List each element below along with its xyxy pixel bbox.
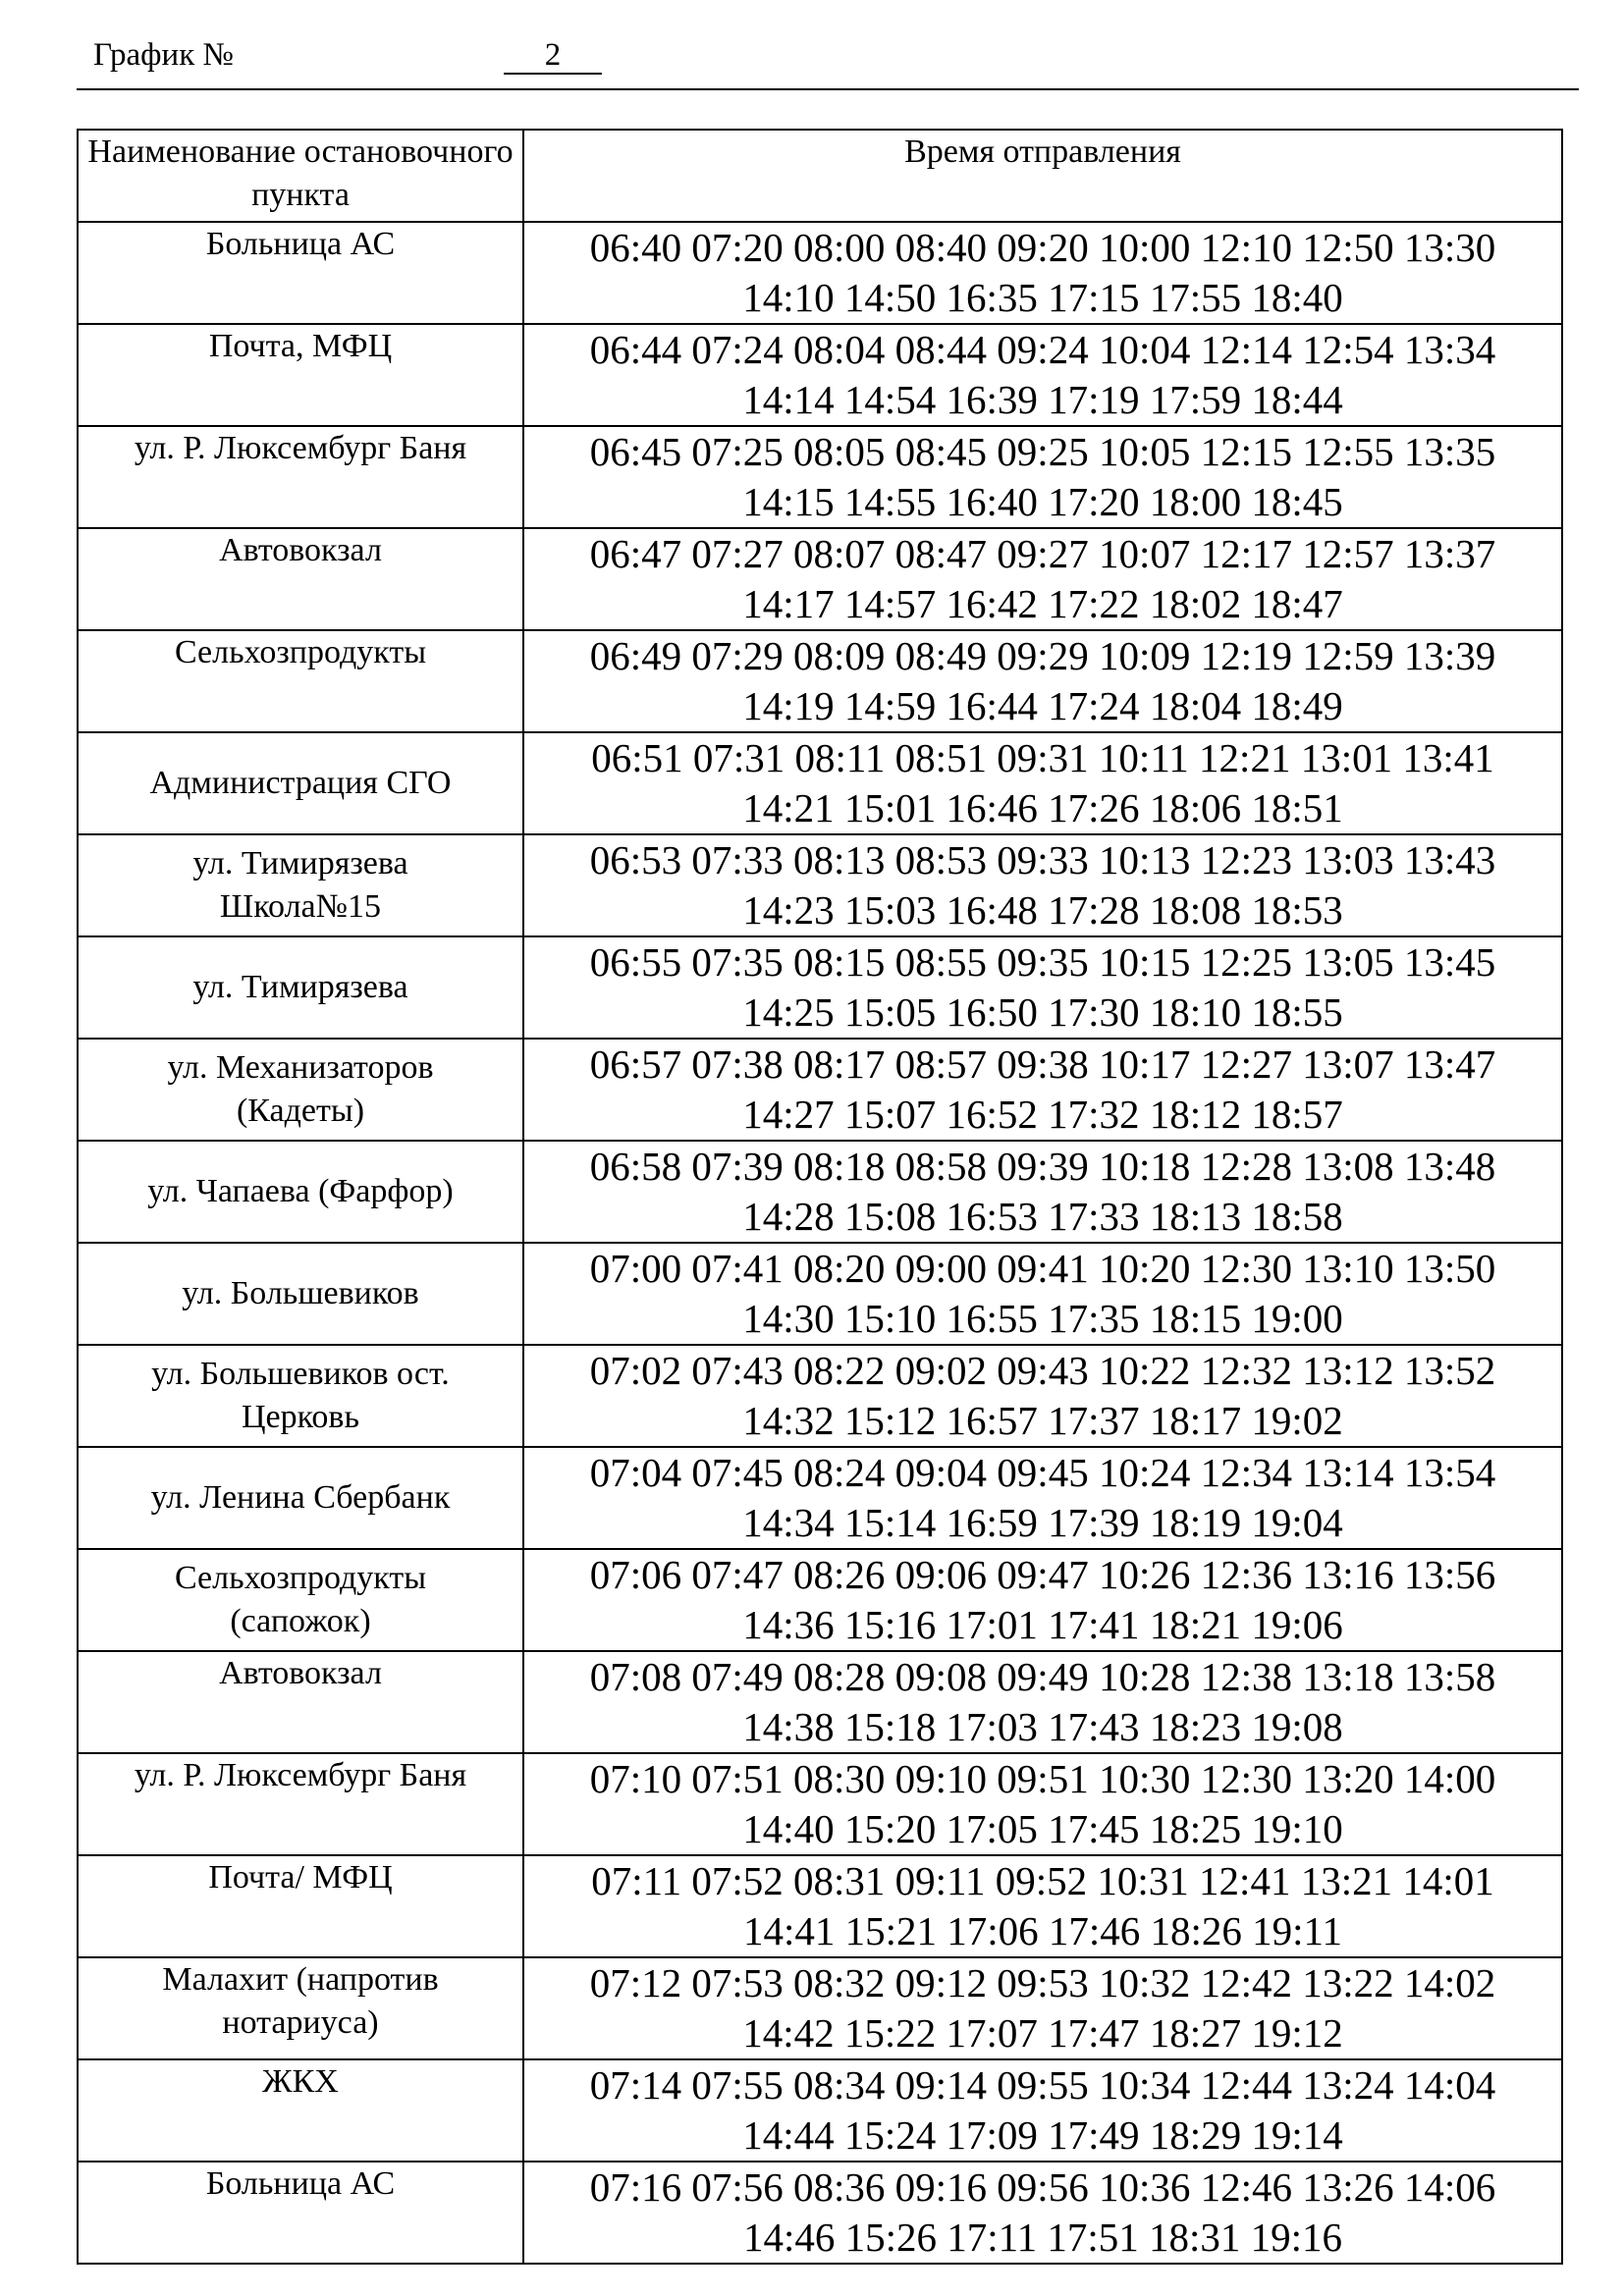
departure-times-cell: 07:14 07:55 08:34 09:14 09:55 10:34 12:44 13:24 14:04 14:44 15:24 17:09 17:49 18:29 19:14 — [523, 2059, 1562, 2162]
table-row — [78, 426, 1562, 528]
schedule-body — [78, 222, 1562, 2264]
stop-name-cell: ул. Большевиков ост. Церковь — [78, 1345, 523, 1447]
departure-times-cell: 07:16 07:56 08:36 09:16 09:56 10:36 12:46 13:26 14:06 14:46 15:26 17:11 17:51 18:31 19:16 — [523, 2162, 1562, 2264]
column-header-stop: Наименование остановочного пункта — [78, 130, 523, 222]
table-row — [78, 1039, 1562, 1141]
schedule-header — [93, 37, 1576, 88]
stop-name-cell: Почта, МФЦ — [78, 324, 523, 426]
stop-name-cell: ул. Механизаторов (Кадеты) — [78, 1039, 523, 1141]
departure-times-cell: 06:51 07:31 08:11 08:51 09:31 10:11 12:21 13:01 13:41 14:21 15:01 16:46 17:26 18:06 18:51 — [523, 732, 1562, 834]
stop-name-cell: ЖКХ — [78, 2059, 523, 2162]
departure-times-cell: 07:06 07:47 08:26 09:06 09:47 10:26 12:36 13:16 13:56 14:36 15:16 17:01 17:41 18:21 19:06 — [523, 1549, 1562, 1651]
stop-name-cell: ул. Тимирязева Школа№15 — [78, 834, 523, 936]
schedule-label: График № — [93, 37, 234, 73]
departure-times-cell: 06:44 07:24 08:04 08:44 09:24 10:04 12:14 12:54 13:34 14:14 14:54 16:39 17:19 17:59 18:44 — [523, 324, 1562, 426]
table-row — [78, 936, 1562, 1039]
departure-times-cell: 06:53 07:33 08:13 08:53 09:33 10:13 12:23 13:03 13:43 14:23 15:03 16:48 17:28 18:08 18:53 — [523, 834, 1562, 936]
stop-name-cell: Малахит (напротив нотариуса) — [78, 1957, 523, 2059]
table-row — [78, 1141, 1562, 1243]
departure-times-cell: 07:12 07:53 08:32 09:12 09:53 10:32 12:42 13:22 14:02 14:42 15:22 17:07 17:47 18:27 19:12 — [523, 1957, 1562, 2059]
table-row — [78, 1345, 1562, 1447]
table-row — [78, 2059, 1562, 2162]
stop-name-cell: Почта/ МФЦ — [78, 1855, 523, 1957]
table-row — [78, 1447, 1562, 1549]
table-row — [78, 1855, 1562, 1957]
table-row — [78, 630, 1562, 732]
stop-name-cell: Больница АС — [78, 2162, 523, 2264]
table-row — [78, 1243, 1562, 1345]
departure-times-cell: 06:40 07:20 08:00 08:40 09:20 10:00 12:10 12:50 13:30 14:10 14:50 16:35 17:15 17:55 18:40 — [523, 222, 1562, 324]
table-header-row — [78, 130, 1562, 222]
stop-name-cell: ул. Р. Люксембург Баня — [78, 426, 523, 528]
stop-name-cell: ул. Тимирязева — [78, 936, 523, 1039]
schedule-number: 2 — [504, 37, 602, 75]
departure-times-cell: 07:10 07:51 08:30 09:10 09:51 10:30 12:30 13:20 14:00 14:40 15:20 17:05 17:45 18:25 19:10 — [523, 1753, 1562, 1855]
table-row — [78, 528, 1562, 630]
departure-times-cell: 07:02 07:43 08:22 09:02 09:43 10:22 12:32 13:12 13:52 14:32 15:12 16:57 17:37 18:17 19:02 — [523, 1345, 1562, 1447]
header-divider — [77, 88, 1579, 90]
departure-times-cell: 06:47 07:27 08:07 08:47 09:27 10:07 12:17 12:57 13:37 14:17 14:57 16:42 17:22 18:02 18:47 — [523, 528, 1562, 630]
table-row — [78, 222, 1562, 324]
table-row — [78, 2162, 1562, 2264]
stop-name-cell: Автовокзал — [78, 528, 523, 630]
table-row — [78, 834, 1562, 936]
table-row — [78, 732, 1562, 834]
departure-times-cell: 07:08 07:49 08:28 09:08 09:49 10:28 12:38 13:18 13:58 14:38 15:18 17:03 17:43 18:23 19:08 — [523, 1651, 1562, 1753]
table-row — [78, 324, 1562, 426]
stop-name-cell: Администрация СГО — [78, 732, 523, 834]
table-row — [78, 1753, 1562, 1855]
stop-name-cell: ул. Большевиков — [78, 1243, 523, 1345]
column-header-departure-time: Время отправления — [523, 130, 1562, 222]
table-row — [78, 1957, 1562, 2059]
departure-times-cell: 06:45 07:25 08:05 08:45 09:25 10:05 12:15 12:55 13:35 14:15 14:55 16:40 17:20 18:00 18:45 — [523, 426, 1562, 528]
stop-name-cell: ул. Ленина Сбербанк — [78, 1447, 523, 1549]
stop-name-cell: Больница АС — [78, 222, 523, 324]
stop-name-cell: Сельхозпродукты — [78, 630, 523, 732]
schedule-table — [77, 129, 1563, 2265]
departure-times-cell: 06:57 07:38 08:17 08:57 09:38 10:17 12:27 13:07 13:47 14:27 15:07 16:52 17:32 18:12 18:57 — [523, 1039, 1562, 1141]
table-row — [78, 1651, 1562, 1753]
departure-times-cell: 06:49 07:29 08:09 08:49 09:29 10:09 12:19 12:59 13:39 14:19 14:59 16:44 17:24 18:04 18:49 — [523, 630, 1562, 732]
departure-times-cell: 06:58 07:39 08:18 08:58 09:39 10:18 12:28 13:08 13:48 14:28 15:08 16:53 17:33 18:13 18:58 — [523, 1141, 1562, 1243]
departure-times-cell: 07:00 07:41 08:20 09:00 09:41 10:20 12:30 13:10 13:50 14:30 15:10 16:55 17:35 18:15 19:00 — [523, 1243, 1562, 1345]
departure-times-cell: 07:11 07:52 08:31 09:11 09:52 10:31 12:41 13:21 14:01 14:41 15:21 17:06 17:46 18:26 19:11 — [523, 1855, 1562, 1957]
stop-name-cell: Автовокзал — [78, 1651, 523, 1753]
departure-times-cell: 06:55 07:35 08:15 08:55 09:35 10:15 12:25 13:05 13:45 14:25 15:05 16:50 17:30 18:10 18:55 — [523, 936, 1562, 1039]
stop-name-cell: ул. Чапаева (Фарфор) — [78, 1141, 523, 1243]
table-row — [78, 1549, 1562, 1651]
stop-name-cell: Сельхозпродукты (сапожок) — [78, 1549, 523, 1651]
departure-times-cell: 07:04 07:45 08:24 09:04 09:45 10:24 12:34 13:14 13:54 14:34 15:14 16:59 17:39 18:19 19:04 — [523, 1447, 1562, 1549]
stop-name-cell: ул. Р. Люксембург Баня — [78, 1753, 523, 1855]
